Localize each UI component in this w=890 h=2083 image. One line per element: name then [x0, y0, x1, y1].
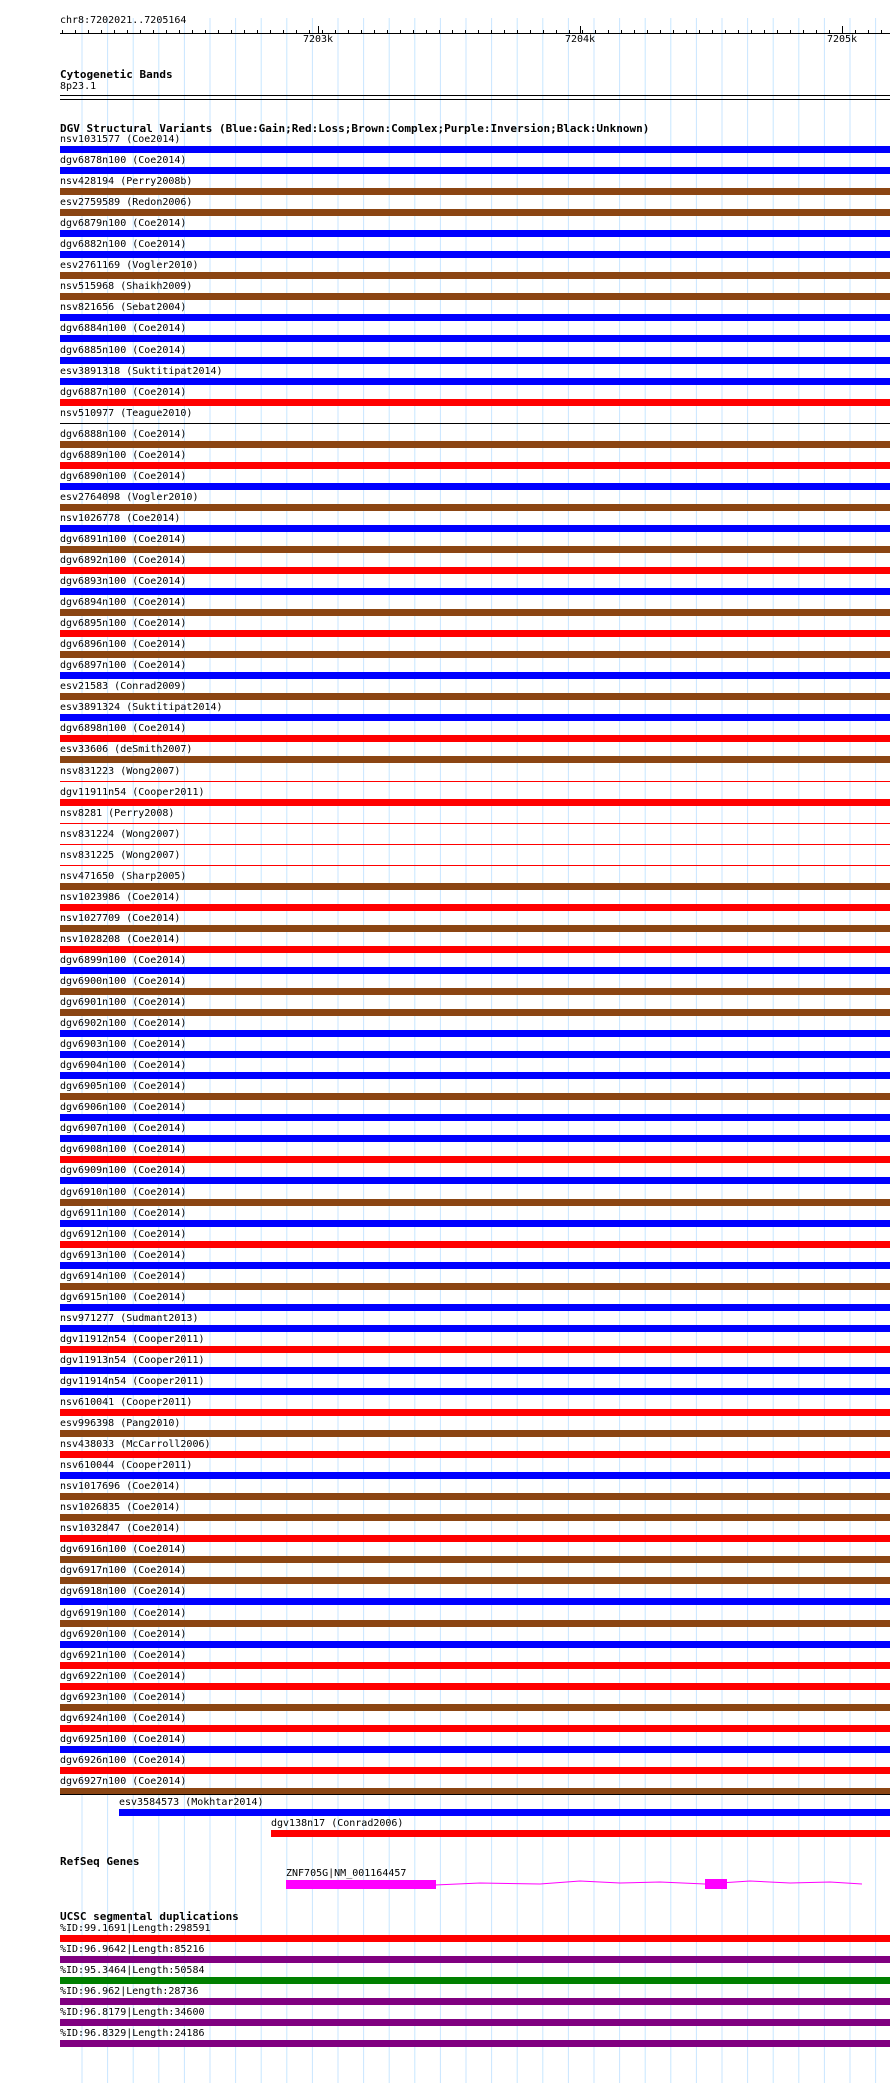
ruler-minor-tick [543, 30, 544, 33]
segdup-bar[interactable] [60, 1977, 890, 1984]
cytoband-line [60, 95, 890, 96]
ruler-minor-tick [140, 30, 141, 33]
gene-exon [286, 1880, 436, 1889]
dgv-feature-bar[interactable] [60, 441, 890, 448]
ruler-minor-tick [881, 30, 882, 33]
dgv-feature-bar[interactable] [60, 251, 890, 258]
ruler-minor-tick [699, 30, 700, 33]
dgv-feature-bar[interactable] [60, 1051, 890, 1058]
refseq-track-title: RefSeq Genes [60, 1855, 140, 1868]
dgv-feature-label[interactable]: nsv8281 (Perry2008) [60, 807, 175, 819]
dgv-feature-label[interactable]: nsv1026835 (Coe2014) [60, 1502, 181, 1514]
ruler-minor-tick [634, 30, 635, 33]
dgv-feature-label[interactable]: dgv6888n100 (Coe2014) [60, 428, 187, 440]
dgv-feature-label[interactable]: dgv6901n100 (Coe2014) [60, 997, 187, 1009]
dgv-feature-label[interactable]: dgv6926n100 (Coe2014) [60, 1754, 187, 1766]
ruler-minor-tick [244, 30, 245, 33]
dgv-feature-label[interactable]: nsv831224 (Wong2007) [60, 828, 181, 840]
dgv-feature-bar[interactable] [60, 399, 890, 406]
dgv-feature-label[interactable]: esv3891318 (Suktitipat2014) [60, 365, 223, 377]
dgv-feature-label[interactable]: esv2759589 (Redon2006) [60, 197, 193, 209]
dgv-feature-bar[interactable] [60, 1114, 890, 1121]
segdup-label[interactable]: %ID:95.3464|Length:50584 [60, 1965, 205, 1977]
dgv-feature-label[interactable]: dgv6903n100 (Coe2014) [60, 1039, 187, 1051]
dgv-feature-bar[interactable] [60, 1093, 890, 1100]
dgv-feature-bar[interactable] [60, 335, 890, 342]
ruler-major-tick [580, 26, 581, 34]
dgv-feature-label[interactable]: dgv6896n100 (Coe2014) [60, 639, 187, 651]
dgv-feature-bar[interactable] [60, 1493, 890, 1500]
dgv-feature-bar[interactable] [60, 1767, 890, 1774]
dgv-feature-label[interactable]: nsv1032847 (Coe2014) [60, 1523, 181, 1535]
dgv-feature-bar[interactable] [60, 904, 890, 911]
dgv-feature-bar[interactable] [271, 1830, 890, 1837]
dgv-feature-bar[interactable] [60, 883, 890, 890]
dgv-feature-label[interactable]: nsv610041 (Cooper2011) [60, 1397, 193, 1408]
dgv-feature-bar[interactable] [60, 1199, 890, 1206]
dgv-feature-label[interactable]: dgv11912n54 (Cooper2011) [60, 1333, 205, 1345]
dgv-feature-bar[interactable] [60, 630, 890, 637]
dgv-feature-bar[interactable] [60, 546, 890, 553]
dgv-feature-label[interactable]: esv2761169 (Vogler2010) [60, 260, 199, 272]
dgv-feature-bar[interactable] [60, 167, 890, 174]
dgv-feature-bar[interactable] [60, 1346, 890, 1353]
dgv-feature-bar[interactable] [60, 609, 890, 616]
ruler-minor-tick [569, 30, 570, 33]
dgv-feature-label[interactable]: dgv6920n100 (Coe2014) [60, 1628, 187, 1640]
dgv-feature-bar[interactable] [60, 1220, 890, 1227]
ruler-axis [60, 33, 890, 34]
ruler-minor-tick [205, 30, 206, 33]
dgv-feature-bar[interactable] [60, 378, 890, 385]
dgv-feature-label[interactable]: dgv6884n100 (Coe2014) [60, 323, 187, 335]
dgv-feature-bar[interactable] [60, 1409, 890, 1416]
ruler-minor-tick [166, 30, 167, 33]
ruler-minor-tick [764, 30, 765, 33]
ruler-minor-tick [296, 30, 297, 33]
dgv-feature-label[interactable]: dgv6895n100 (Coe2014) [60, 618, 187, 630]
dgv-feature-bar[interactable] [60, 314, 890, 321]
dgv-feature-bar[interactable] [60, 714, 890, 721]
ruler-minor-tick [803, 30, 804, 33]
ruler-minor-tick [686, 30, 687, 33]
dgv-feature-bar[interactable] [60, 1725, 890, 1732]
ruler-minor-tick [361, 30, 362, 33]
dgv-feature-label[interactable]: nsv1017696 (Coe2014) [60, 1481, 181, 1493]
segdup-bar[interactable] [60, 2019, 890, 2026]
dgv-feature-bar[interactable] [60, 1556, 890, 1563]
dgv-feature-bar[interactable] [60, 1430, 890, 1437]
dgv-feature-label[interactable]: dgv6915n100 (Coe2014) [60, 1291, 187, 1303]
ruler-minor-tick [309, 30, 310, 33]
ruler-minor-tick [231, 30, 232, 33]
dgv-feature-bar[interactable] [60, 1683, 890, 1690]
dgv-feature-label[interactable]: esv21583 (Conrad2009) [60, 681, 187, 693]
dgv-feature-bar[interactable] [60, 1641, 890, 1648]
dgv-feature-label[interactable]: dgv6878n100 (Coe2014) [60, 155, 187, 167]
dgv-feature-label[interactable]: dgv6889n100 (Coe2014) [60, 449, 187, 461]
dgv-feature-bar[interactable] [60, 1577, 890, 1584]
dgv-feature-label[interactable]: dgv6887n100 (Coe2014) [60, 386, 187, 398]
dgv-feature-bar[interactable] [60, 1535, 890, 1542]
segdup-bar[interactable] [60, 1998, 890, 2005]
ruler-minor-tick [88, 30, 89, 33]
dgv-feature-bar[interactable] [60, 1388, 890, 1395]
dgv-feature-bar[interactable] [60, 1598, 890, 1605]
dgv-feature-label[interactable]: dgv6919n100 (Coe2014) [60, 1607, 187, 1619]
dgv-feature-label[interactable]: dgv11911n54 (Cooper2011) [60, 786, 205, 798]
dgv-feature-bar[interactable] [60, 293, 890, 300]
dgv-feature-label[interactable]: nsv428194 (Perry2008b) [60, 176, 193, 188]
dgv-feature-label[interactable]: esv3584573 (Mokhtar2014) [119, 1796, 264, 1808]
ruler-minor-tick [348, 30, 349, 33]
dgv-feature-bar[interactable] [60, 1241, 890, 1248]
dgv-feature-label[interactable]: dgv6890n100 (Coe2014) [60, 470, 187, 482]
dgv-feature-bar[interactable] [60, 651, 890, 658]
ruler-minor-tick [374, 30, 375, 33]
ruler-minor-tick [179, 30, 180, 33]
cytoband-line-lower [60, 99, 890, 100]
dgv-feature-label[interactable]: nsv831223 (Wong2007) [60, 765, 181, 777]
ruler-minor-tick [829, 30, 830, 33]
ruler-minor-tick [855, 30, 856, 33]
dgv-feature-bar[interactable] [119, 1809, 890, 1816]
dgv-feature-label[interactable]: dgv11914n54 (Cooper2011) [60, 1375, 205, 1387]
dgv-feature-bar[interactable] [60, 799, 890, 806]
ruler-minor-tick [153, 30, 154, 33]
dgv-feature-bar[interactable] [60, 1367, 890, 1374]
dgv-feature-label[interactable]: dgv6917n100 (Coe2014) [60, 1565, 187, 1577]
dgv-feature-label[interactable]: dgv6910n100 (Coe2014) [60, 1186, 187, 1198]
dgv-feature-label[interactable]: nsv1028208 (Coe2014) [60, 933, 181, 945]
dgv-feature-label[interactable]: dgv6906n100 (Coe2014) [60, 1102, 187, 1114]
dgv-feature-bar[interactable] [60, 525, 890, 532]
ruler-minor-tick [478, 30, 479, 33]
dgv-feature-bar[interactable] [60, 462, 890, 469]
dgv-feature-label[interactable]: dgv6909n100 (Coe2014) [60, 1165, 187, 1177]
ruler-minor-tick [790, 30, 791, 33]
dgv-feature-label[interactable]: dgv6893n100 (Coe2014) [60, 576, 187, 588]
ruler-tick-label: 7203k [302, 34, 334, 45]
segdup-label[interactable]: %ID:99.1691|Length:298591 [60, 1923, 211, 1934]
dgv-feature-bar[interactable] [60, 504, 890, 511]
dgv-feature-bar[interactable] [60, 1472, 890, 1479]
dgv-feature-label[interactable]: esv3891324 (Suktitipat2014) [60, 702, 223, 714]
dgv-feature-label[interactable]: nsv510977 (Teague2010) [60, 407, 193, 419]
dgv-feature-bar[interactable] [60, 1304, 890, 1311]
dgv-feature-bar[interactable] [60, 925, 890, 932]
dgv-feature-label[interactable]: dgv6900n100 (Coe2014) [60, 976, 187, 987]
ruler-minor-tick [387, 30, 388, 33]
ruler-minor-tick [335, 30, 336, 33]
ruler-minor-tick [556, 30, 557, 33]
ruler-minor-tick [621, 30, 622, 33]
dgv-feature-label[interactable]: esv2764098 (Vogler2010) [60, 491, 199, 503]
dgv-track-divider [60, 1794, 890, 1795]
segdup-bar[interactable] [60, 1935, 890, 1942]
dgv-feature-label[interactable]: nsv515968 (Shaikh2009) [60, 281, 193, 293]
dgv-feature-label[interactable]: nsv831225 (Wong2007) [60, 849, 181, 861]
ruler-minor-tick [322, 30, 323, 33]
dgv-feature-bar[interactable] [60, 1620, 890, 1627]
segdup-label[interactable]: %ID:96.8329|Length:24186 [60, 2028, 205, 2040]
dgv-feature-label[interactable]: dgv6921n100 (Coe2014) [60, 1649, 187, 1661]
ruler-minor-tick [491, 30, 492, 33]
dgv-feature-bar[interactable] [60, 735, 890, 742]
dgv-feature-bar[interactable] [60, 1704, 890, 1711]
dgv-feature-label[interactable]: esv33606 (deSmith2007) [60, 744, 193, 756]
dgv-feature-label[interactable]: dgv6911n100 (Coe2014) [60, 1207, 187, 1219]
dgv-feature-label[interactable]: nsv1026778 (Coe2014) [60, 512, 181, 524]
dgv-feature-label[interactable]: dgv138n17 (Conrad2006) [271, 1818, 404, 1829]
ruler-minor-tick [465, 30, 466, 33]
ruler-major-tick [318, 26, 319, 34]
dgv-feature-label[interactable]: dgv6894n100 (Coe2014) [60, 597, 187, 609]
dgv-feature-label[interactable]: nsv610044 (Cooper2011) [60, 1460, 193, 1472]
dgv-feature-bar[interactable] [60, 1262, 890, 1269]
ruler-minor-tick [712, 30, 713, 33]
dgv-feature-label[interactable]: dgv6891n100 (Coe2014) [60, 533, 187, 545]
ruler-minor-tick [62, 30, 63, 33]
dgv-feature-bar[interactable] [60, 693, 890, 700]
dgv-feature-bar[interactable] [60, 1451, 890, 1458]
cytoband-track-title: Cytogenetic Bands [60, 68, 173, 81]
dgv-feature-label[interactable]: dgv6925n100 (Coe2014) [60, 1733, 187, 1745]
dgv-track-title: DGV Structural Variants (Blue:Gain;Red:Loss;Brown:Complex;Purple:Inversion;Black:Unknown) [60, 122, 650, 135]
dgv-feature-bar[interactable] [60, 483, 890, 490]
segdup-bar[interactable] [60, 1956, 890, 1963]
ruler-minor-tick [504, 30, 505, 33]
ruler-minor-tick [114, 30, 115, 33]
dgv-feature-label[interactable]: dgv6908n100 (Coe2014) [60, 1144, 187, 1156]
dgv-feature-label[interactable]: dgv6899n100 (Coe2014) [60, 954, 187, 966]
dgv-feature-label[interactable]: dgv6927n100 (Coe2014) [60, 1775, 187, 1787]
dgv-feature-bar[interactable] [60, 230, 890, 237]
ruler-major-tick [842, 26, 843, 34]
dgv-feature-label[interactable]: nsv471650 (Sharp2005) [60, 870, 187, 882]
ruler-minor-tick [413, 30, 414, 33]
dgv-feature-label[interactable]: dgv6897n100 (Coe2014) [60, 660, 187, 672]
dgv-feature-label[interactable]: dgv6914n100 (Coe2014) [60, 1270, 187, 1282]
dgv-feature-bar[interactable] [60, 672, 890, 679]
dgv-feature-label[interactable]: dgv6904n100 (Coe2014) [60, 1060, 187, 1072]
dgv-feature-bar[interactable] [60, 823, 890, 824]
dgv-feature-bar[interactable] [60, 272, 890, 279]
dgv-feature-bar[interactable] [60, 1156, 890, 1163]
dgv-feature-label[interactable]: nsv821656 (Sebat2004) [60, 302, 187, 314]
dgv-feature-bar[interactable] [60, 1072, 890, 1079]
segdup-label[interactable]: %ID:96.9642|Length:85216 [60, 1944, 205, 1956]
ruler-minor-tick [647, 30, 648, 33]
ruler-minor-tick [439, 30, 440, 33]
dgv-feature-bar[interactable] [60, 1283, 890, 1290]
dgv-feature-bar[interactable] [60, 988, 890, 995]
dgv-feature-label[interactable]: dgv6882n100 (Coe2014) [60, 239, 187, 251]
dgv-feature-bar[interactable] [60, 188, 890, 195]
dgv-feature-label[interactable]: dgv6918n100 (Coe2014) [60, 1586, 187, 1598]
dgv-feature-label[interactable]: dgv6892n100 (Coe2014) [60, 555, 187, 566]
ruler-minor-tick [816, 30, 817, 33]
ruler-minor-tick [400, 30, 401, 33]
ruler-minor-tick [283, 30, 284, 33]
ruler-position-label: chr8:7202021..7205164 [60, 15, 187, 26]
ruler-minor-tick [192, 30, 193, 33]
dgv-feature-bar[interactable] [60, 1514, 890, 1521]
dgv-feature-bar[interactable] [60, 357, 890, 364]
ruler-minor-tick [725, 30, 726, 33]
dgv-feature-bar[interactable] [60, 209, 890, 216]
dgv-feature-label[interactable]: nsv438033 (McCarroll2006) [60, 1439, 211, 1451]
dgv-feature-label[interactable]: dgv11913n54 (Cooper2011) [60, 1354, 205, 1366]
dgv-feature-label[interactable]: dgv6885n100 (Coe2014) [60, 344, 187, 356]
ruler-minor-tick [101, 30, 102, 33]
dgv-feature-bar[interactable] [60, 1177, 890, 1184]
dgv-feature-bar[interactable] [60, 588, 890, 595]
ruler-minor-tick [868, 30, 869, 33]
dgv-feature-label[interactable]: esv996398 (Pang2010) [60, 1418, 181, 1430]
ruler-minor-tick [660, 30, 661, 33]
ruler-minor-tick [257, 30, 258, 33]
dgv-feature-label[interactable]: dgv6905n100 (Coe2014) [60, 1081, 187, 1093]
ruler-minor-tick [608, 30, 609, 33]
segdup-label[interactable]: %ID:96.8179|Length:34600 [60, 2007, 205, 2019]
dgv-feature-label[interactable]: dgv6916n100 (Coe2014) [60, 1544, 187, 1556]
dgv-feature-bar[interactable] [60, 567, 890, 574]
dgv-feature-label[interactable]: nsv1031577 (Coe2014) [60, 134, 181, 145]
segdup-bar[interactable] [60, 2040, 890, 2047]
dgv-feature-label[interactable]: dgv6923n100 (Coe2014) [60, 1691, 187, 1703]
dgv-feature-bar[interactable] [60, 1030, 890, 1037]
dgv-feature-bar[interactable] [60, 423, 890, 424]
dgv-feature-bar[interactable] [60, 1009, 890, 1016]
dgv-feature-label[interactable]: dgv6912n100 (Coe2014) [60, 1228, 187, 1240]
dgv-feature-bar[interactable] [60, 1325, 890, 1332]
dgv-feature-label[interactable]: nsv971277 (Sudmant2013) [60, 1312, 199, 1324]
dgv-feature-bar[interactable] [60, 781, 890, 782]
refseq-gene-label[interactable]: ZNF705G|NM_001164457 [286, 1868, 407, 1879]
ruler-minor-tick [426, 30, 427, 33]
ruler-minor-tick [218, 30, 219, 33]
ruler-minor-tick [127, 30, 128, 33]
ruler-tick-label: 7205k [826, 34, 858, 45]
ruler-minor-tick [738, 30, 739, 33]
ruler-minor-tick [673, 30, 674, 33]
ruler-minor-tick [530, 30, 531, 33]
dgv-feature-label[interactable]: dgv6924n100 (Coe2014) [60, 1712, 187, 1724]
dgv-feature-label[interactable]: dgv6907n100 (Coe2014) [60, 1123, 187, 1135]
dgv-feature-label[interactable]: dgv6922n100 (Coe2014) [60, 1670, 187, 1682]
ruler-minor-tick [582, 30, 583, 33]
dgv-feature-label[interactable]: nsv1023986 (Coe2014) [60, 891, 181, 903]
dgv-feature-bar[interactable] [60, 756, 890, 763]
dgv-feature-bar[interactable] [60, 865, 890, 866]
dgv-feature-label[interactable]: dgv6902n100 (Coe2014) [60, 1018, 187, 1030]
dgv-feature-bar[interactable] [60, 967, 890, 974]
dgv-feature-label[interactable]: dgv6898n100 (Coe2014) [60, 723, 187, 735]
segdup-label[interactable]: %ID:96.962|Length:28736 [60, 1986, 199, 1998]
dgv-feature-bar[interactable] [60, 1662, 890, 1669]
dgv-feature-bar[interactable] [60, 1135, 890, 1142]
ruler-minor-tick [595, 30, 596, 33]
segdup-track-title: UCSC segmental duplications [60, 1910, 239, 1923]
dgv-feature-label[interactable]: dgv6879n100 (Coe2014) [60, 218, 187, 230]
dgv-feature-bar[interactable] [60, 1746, 890, 1753]
dgv-feature-bar[interactable] [60, 946, 890, 953]
ruler-minor-tick [751, 30, 752, 33]
ruler-minor-tick [777, 30, 778, 33]
gene-exon [705, 1879, 727, 1889]
gene-intron-line [435, 1881, 862, 1885]
ruler-tick-label: 7204k [564, 34, 596, 45]
cytoband-label: 8p23.1 [60, 81, 97, 92]
dgv-feature-label[interactable]: nsv1027709 (Coe2014) [60, 912, 181, 924]
ruler-minor-tick [452, 30, 453, 33]
dgv-feature-bar[interactable] [60, 844, 890, 845]
ruler-minor-tick [75, 30, 76, 33]
dgv-feature-label[interactable]: dgv6913n100 (Coe2014) [60, 1249, 187, 1261]
refseq-gene-model[interactable] [0, 1878, 890, 1892]
ruler-minor-tick [270, 30, 271, 33]
ruler-minor-tick [517, 30, 518, 33]
dgv-feature-bar[interactable] [60, 146, 890, 153]
